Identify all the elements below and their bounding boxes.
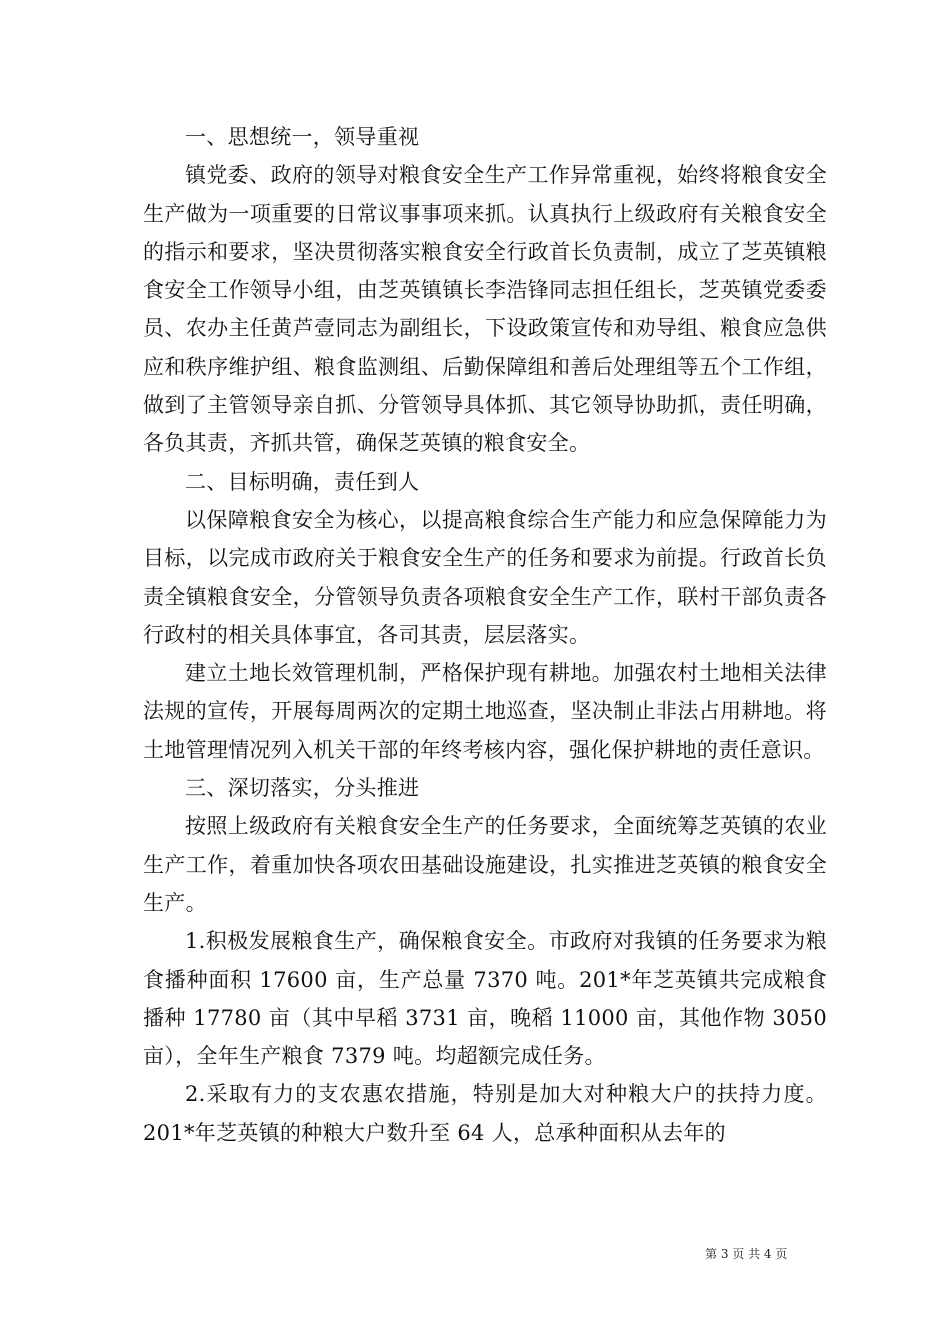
section-heading-2: 二、目标明确，责任到人 <box>185 469 420 494</box>
document-body <box>143 118 827 1152</box>
paragraph-item-1: 1.积极发展粮食生产，确保粮食安全。市政府对我镇的任务要求为粮食播种面积 17600 亩，生产总量 7370 吨。201*年芝英镇共完成粮食播种 17780 亩（其中早稻 3731 亩，晚稻 11000 亩，其他作物 3050 亩），全年生产粮食 7379 吨。均超额完成任务。 <box>143 929 827 1069</box>
section-heading-1: 一、思想统一，领导重视 <box>185 125 420 149</box>
paragraph: 镇党委、政府的领导对粮食安全生产工作异常重视，始终将粮食安全生产做为一项重要的日常议事事项来抓。认真执行上级政府有关粮食安全的指示和要求，坚决贯彻落实粮食安全行政首长负责制，成立了芝英镇粮食安全工作领导小组，由芝英镇镇长李浩锋同志担任组长，芝英镇党委委员、农办主任黄芦壹同志为副组长，下设政策宣传和劝导组、粮食应急供应和秩序维护组、粮食监测组、后勤保障组和善后处理组等五个工作组，做到了主管领导亲自抓、分管领导具体抓、其它领导协助抓，责任明确，各负其责，齐抓共管，确保芝英镇的粮食安全。 <box>143 163 827 456</box>
paragraph-item-2: 2.采取有力的支农惠农措施，特别是加大对种粮大户的扶持力度。201*年芝英镇的种粮大户数升至 64 人，总承种面积从去年的 <box>143 1082 827 1145</box>
section-heading-3: 三、深切落实，分头推进 <box>185 776 420 801</box>
paragraph: 建立土地长效管理机制，严格保护现有耕地。加强农村土地相关法律法规的宣传，开展每周两次的定期土地巡查，坚决制止非法占用耕地。将土地管理情况列入机关干部的年终考核内容，强化保护耕地的责任意识。 <box>143 661 827 762</box>
page-number: 第 3 页 共 4 页 <box>705 1247 788 1261</box>
paragraph: 按照上级政府有关粮食安全生产的任务要求，全面统筹芝英镇的农业生产工作，着重加快各项农田基础设施建设，扎实推进芝英镇的粮食安全生产。 <box>143 814 827 915</box>
paragraph: 以保障粮食安全为核心，以提高粮食综合生产能力和应急保障能力为目标，以完成市政府关于粮食安全生产的任务和要求为前提。行政首长负责全镇粮食安全，分管领导负责各项粮食安全生产工作，联村干部负责各行政村的相关具体事宜，各司其责，层层落实。 <box>143 507 827 647</box>
